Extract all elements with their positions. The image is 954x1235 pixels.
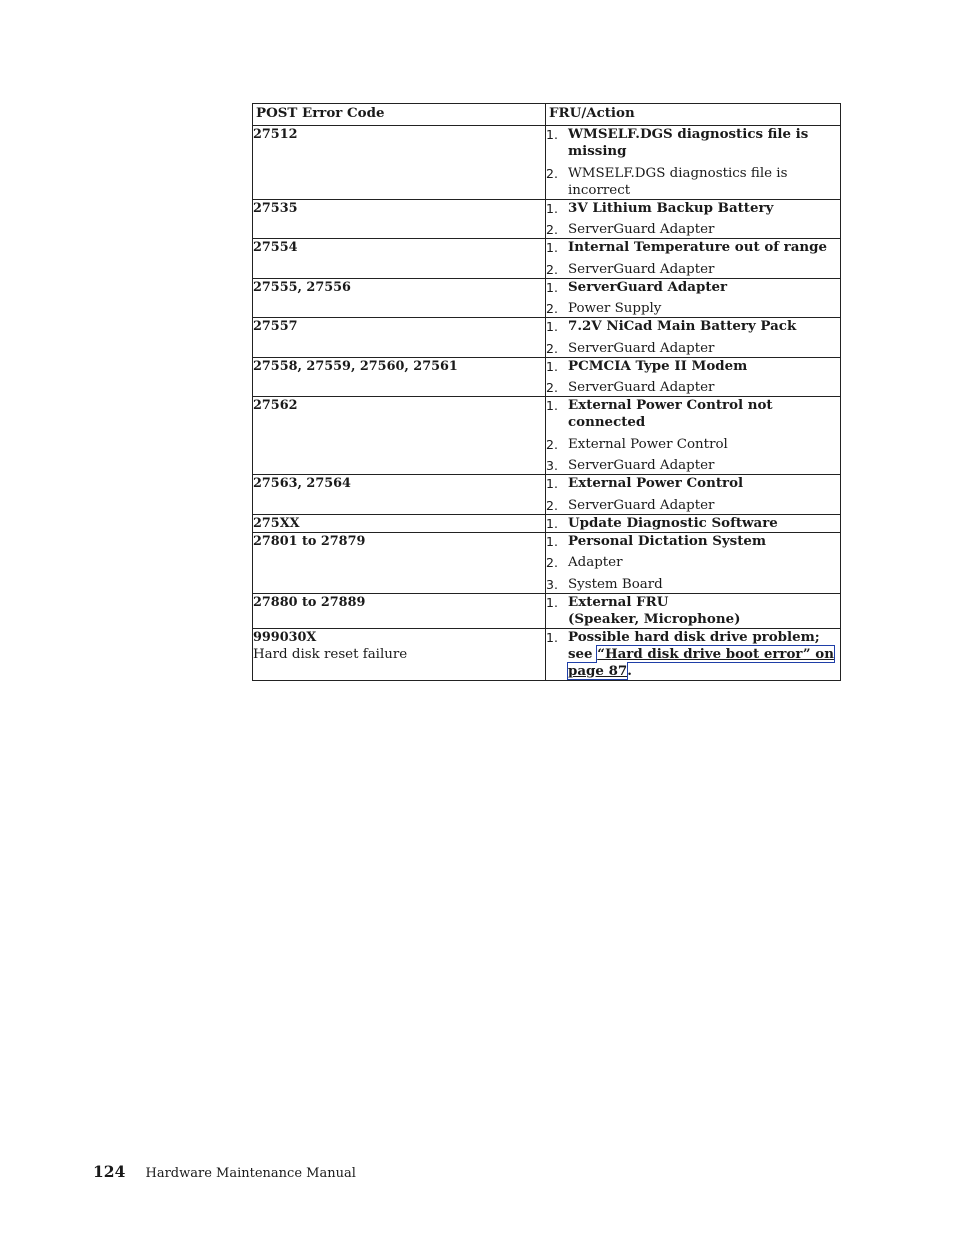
action-number: 1. [546, 127, 558, 142]
action-number: 1. [546, 358, 558, 374]
action-text: External Power Control not connected [568, 397, 773, 430]
fru-action-cell [546, 239, 841, 279]
table-row [253, 278, 841, 318]
action-list [546, 279, 840, 318]
action-text: External FRU [568, 593, 669, 610]
action-text: Power Supply [568, 301, 662, 316]
action-text: Internal Temperature out of range [568, 239, 828, 255]
action-number: 1. [546, 594, 558, 610]
action-list [546, 475, 840, 514]
error-code-cell [253, 397, 546, 475]
action-item [546, 629, 840, 680]
action-number: 3. [546, 576, 558, 592]
action-text: 3V Lithium Backup Battery [568, 199, 774, 216]
error-code-cell [253, 199, 546, 239]
action-item [546, 221, 840, 238]
action-number: 2. [546, 301, 558, 316]
column-header-fru-action: FRU/Action [546, 104, 841, 126]
action-text: ServerGuard Adapter [568, 458, 715, 473]
action-number: 1. [546, 398, 558, 413]
action-number: 2. [546, 555, 558, 570]
error-code-cell [253, 628, 546, 680]
error-code-cell [253, 532, 546, 593]
action-list [546, 594, 840, 628]
column-header-post-error-code: POST Error Code [253, 104, 546, 126]
action-text: 7.2V NiCad Main Battery Pack [568, 318, 797, 334]
action-number: 1. [546, 515, 558, 531]
fru-action-cell [546, 532, 841, 593]
action-number: 2. [546, 222, 558, 237]
action-item [546, 515, 840, 532]
error-description: Hard disk reset failure [253, 646, 408, 662]
action-text-trail: . [627, 662, 632, 679]
table-row [253, 239, 841, 279]
table-row [253, 126, 841, 200]
action-text: ServerGuard Adapter [568, 380, 715, 395]
action-item [546, 200, 840, 217]
action-number: 2. [546, 261, 558, 277]
action-text [568, 629, 840, 680]
action-item [546, 318, 840, 335]
error-code-cell [253, 593, 546, 628]
table-header-row [253, 104, 841, 126]
action-number: 1. [546, 279, 558, 295]
table-row [253, 199, 841, 239]
error-code: 27512 [253, 127, 298, 142]
action-item [546, 475, 840, 492]
error-code: 27801 to 27879 [253, 533, 366, 549]
action-list [546, 358, 840, 397]
action-number: 1. [546, 629, 558, 645]
action-list [546, 533, 840, 593]
table-row [253, 514, 841, 532]
action-text: ServerGuard Adapter [568, 340, 715, 356]
action-number: 1. [546, 533, 558, 549]
table-row [253, 318, 841, 358]
manual-title: Hardware Maintenance Manual [145, 1166, 356, 1181]
action-item [546, 397, 840, 431]
action-item [546, 576, 840, 593]
action-text: Adapter [568, 555, 623, 570]
action-text: External Power Control [568, 475, 744, 491]
table-row [253, 475, 841, 515]
action-list [546, 200, 840, 239]
action-text: ServerGuard Adapter [568, 497, 715, 513]
table-body [253, 126, 841, 681]
action-item [546, 340, 840, 357]
post-error-table [252, 103, 841, 681]
action-text: ServerGuard Adapter [568, 261, 715, 277]
action-text: ServerGuard Adapter [568, 222, 715, 237]
action-list [546, 318, 840, 357]
action-list [546, 126, 840, 199]
action-list [546, 397, 840, 474]
action-text: WMSELF.DGS diagnostics file is missing [568, 126, 809, 159]
action-text: ServerGuard Adapter [568, 278, 728, 295]
action-number: 1. [546, 476, 558, 491]
action-item [546, 261, 840, 278]
error-code-cell [253, 514, 546, 532]
action-number: 1. [546, 240, 558, 255]
fru-action-cell [546, 593, 841, 628]
error-code: 27555, 27556 [253, 279, 351, 295]
error-code: 27558, 27559, 27560, 27561 [253, 358, 458, 374]
action-text-lead: Possible hard disk drive problem; see [568, 628, 820, 662]
action-number: 3. [546, 458, 558, 473]
error-code-cell [253, 357, 546, 397]
action-number: 2. [546, 165, 558, 181]
action-item [546, 594, 840, 628]
action-item [546, 239, 840, 256]
table-row [253, 628, 841, 680]
action-text: System Board [568, 576, 663, 592]
error-code-cell [253, 239, 546, 279]
action-text: Personal Dictation System [568, 532, 767, 549]
table-row [253, 397, 841, 475]
error-code: 27554 [253, 240, 298, 255]
action-subtext: (Speaker, Microphone) [568, 610, 741, 627]
action-number: 2. [546, 380, 558, 395]
error-code-cell [253, 475, 546, 515]
fru-action-cell [546, 514, 841, 532]
action-list [546, 515, 840, 532]
error-code-cell [253, 126, 546, 200]
error-code: 275XX [253, 515, 300, 531]
action-text: Update Diagnostic Software [568, 514, 778, 531]
action-text: External Power Control [568, 436, 728, 452]
action-text: WMSELF.DGS diagnostics file is incorrect [568, 165, 788, 198]
action-number: 2. [546, 436, 558, 452]
error-code: 27557 [253, 319, 298, 334]
action-item [546, 165, 840, 199]
action-number: 1. [546, 200, 558, 216]
fru-action-cell [546, 126, 841, 200]
fru-action-cell [546, 628, 841, 680]
page-number: 124 [93, 1162, 126, 1181]
action-item [546, 457, 840, 474]
action-item [546, 300, 840, 317]
action-item [546, 436, 840, 453]
action-number: 1. [546, 319, 558, 334]
fru-action-cell [546, 278, 841, 318]
error-code: 27880 to 27889 [253, 594, 366, 610]
error-code-cell [253, 318, 546, 358]
table-row [253, 357, 841, 397]
error-code: 27535 [253, 200, 298, 216]
action-number: 2. [546, 340, 558, 356]
action-text: PCMCIA Type II Modem [568, 357, 748, 374]
error-code: 27563, 27564 [253, 476, 351, 491]
fru-action-cell [546, 397, 841, 475]
action-item [546, 554, 840, 571]
action-item [546, 279, 840, 296]
action-list [546, 239, 840, 278]
action-number: 2. [546, 497, 558, 513]
fru-action-cell [546, 318, 841, 358]
cross-reference-link[interactable]: “Hard disk drive boot error” on page 87 [568, 645, 834, 679]
action-item [546, 126, 840, 160]
fru-action-cell [546, 199, 841, 239]
table-row [253, 593, 841, 628]
error-code: 27562 [253, 398, 298, 413]
error-code: 999030X [253, 629, 317, 645]
page-footer [93, 1162, 356, 1181]
action-item [546, 533, 840, 550]
fru-action-cell [546, 357, 841, 397]
action-item [546, 358, 840, 375]
fru-action-cell [546, 475, 841, 515]
error-code-cell [253, 278, 546, 318]
table-row [253, 532, 841, 593]
action-list [546, 629, 840, 680]
action-item [546, 379, 840, 396]
action-item [546, 497, 840, 514]
